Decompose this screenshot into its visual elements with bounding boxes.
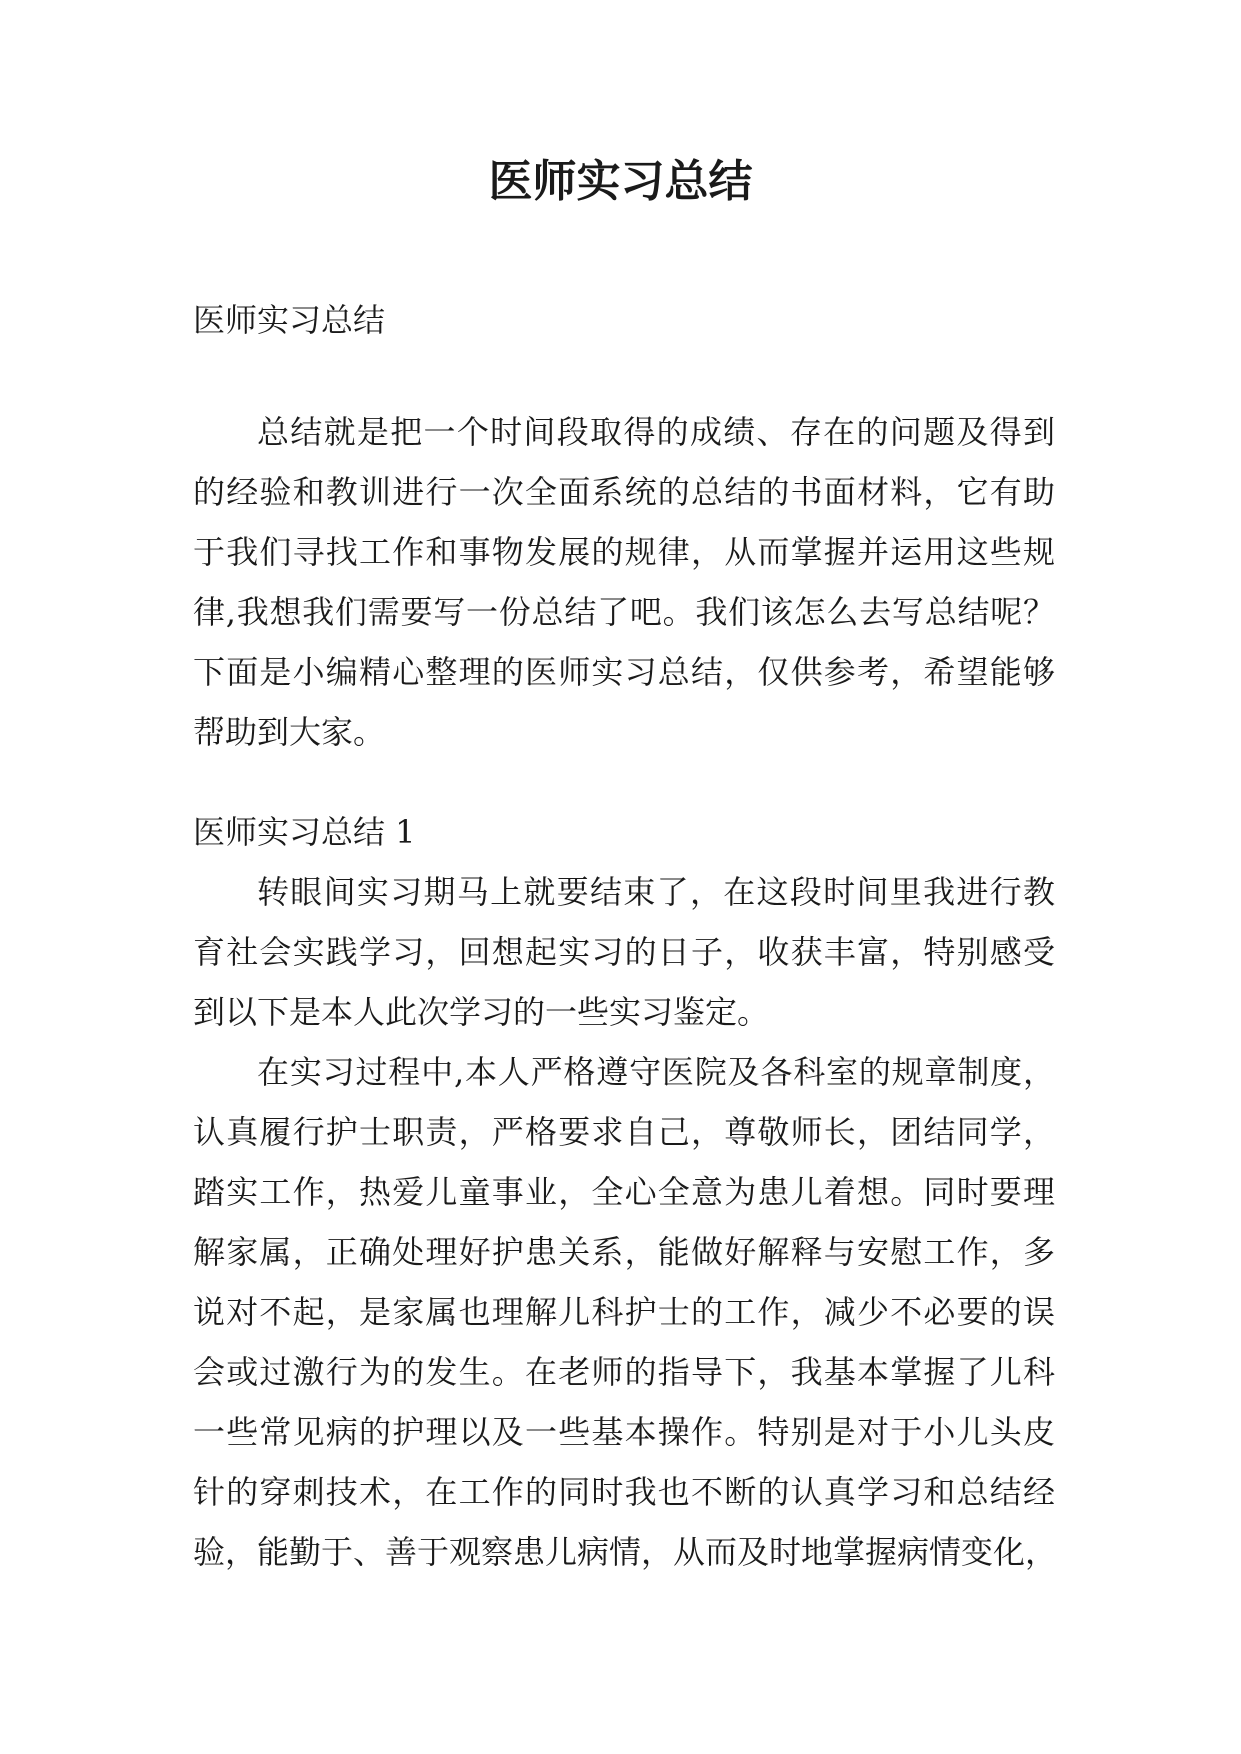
intro-paragraph [193,402,1055,762]
paragraph-line: 解家属，正确处理好护患关系，能做好解释与安慰工作，多 [193,1233,1055,1271]
document-title: 医师实习总结 [488,156,753,207]
spacer [193,350,1055,402]
paragraph-line: 转眼间实习期马上就要结束了，在这段时间里我进行教 [257,873,1055,911]
document-subtitle: 医师实习总结 [193,301,386,339]
section1-paragraph-2 [193,1042,1058,1582]
paragraph-line: 育社会实践学习，回想起实习的日子，收获丰富，特别感受 [193,933,1055,971]
paragraph-line: 踏实工作，热爱儿童事业，全心全意为患儿着想。同时要理 [193,1173,1055,1211]
paragraph-line: 认真履行护士职责，严格要求自己，尊敬师长，团结同学， [193,1113,1055,1151]
intro-line: 的经验和教训进行一次全面系统的总结的书面材料，它有助 [193,473,1055,511]
intro-line: 下面是小编精心整理的医师实习总结，仅供参考，希望能够 [193,653,1055,691]
document-body [193,290,1058,1582]
intro-line: 于我们寻找工作和事物发展的规律，从而掌握并运用这些规 [193,533,1055,571]
section1-paragraph-1 [193,862,1055,1042]
paragraph-line: 验，能勤于、善于观察患儿病情，从而及时地掌握病情变化， [193,1533,1058,1571]
paragraph-line: 到以下是本人此次学习的一些实习鉴定。 [193,993,770,1031]
spacer [193,762,1055,802]
paragraph-line: 会或过激行为的发生。在老师的指导下，我基本掌握了儿科 [193,1353,1055,1391]
intro-line: 帮助到大家。 [193,713,386,751]
paragraph-line: 在实习过程中,本人严格遵守医院及各科室的规章制度， [257,1053,1055,1091]
intro-line: 律,我想我们需要写一份总结了吧。我们该怎么去写总结呢？ [193,593,1055,631]
intro-line: 总结就是把一个时间段取得的成绩、存在的问题及得到 [257,413,1055,451]
paragraph-line: 针的穿刺技术，在工作的同时我也不断的认真学习和总结经 [193,1473,1055,1511]
section-heading: 医师实习总结 1 [193,813,416,851]
paragraph-line: 一些常见病的护理以及一些基本操作。特别是对于小儿头皮 [193,1413,1055,1451]
paragraph-line: 说对不起，是家属也理解儿科护士的工作，减少不必要的误 [193,1293,1055,1331]
